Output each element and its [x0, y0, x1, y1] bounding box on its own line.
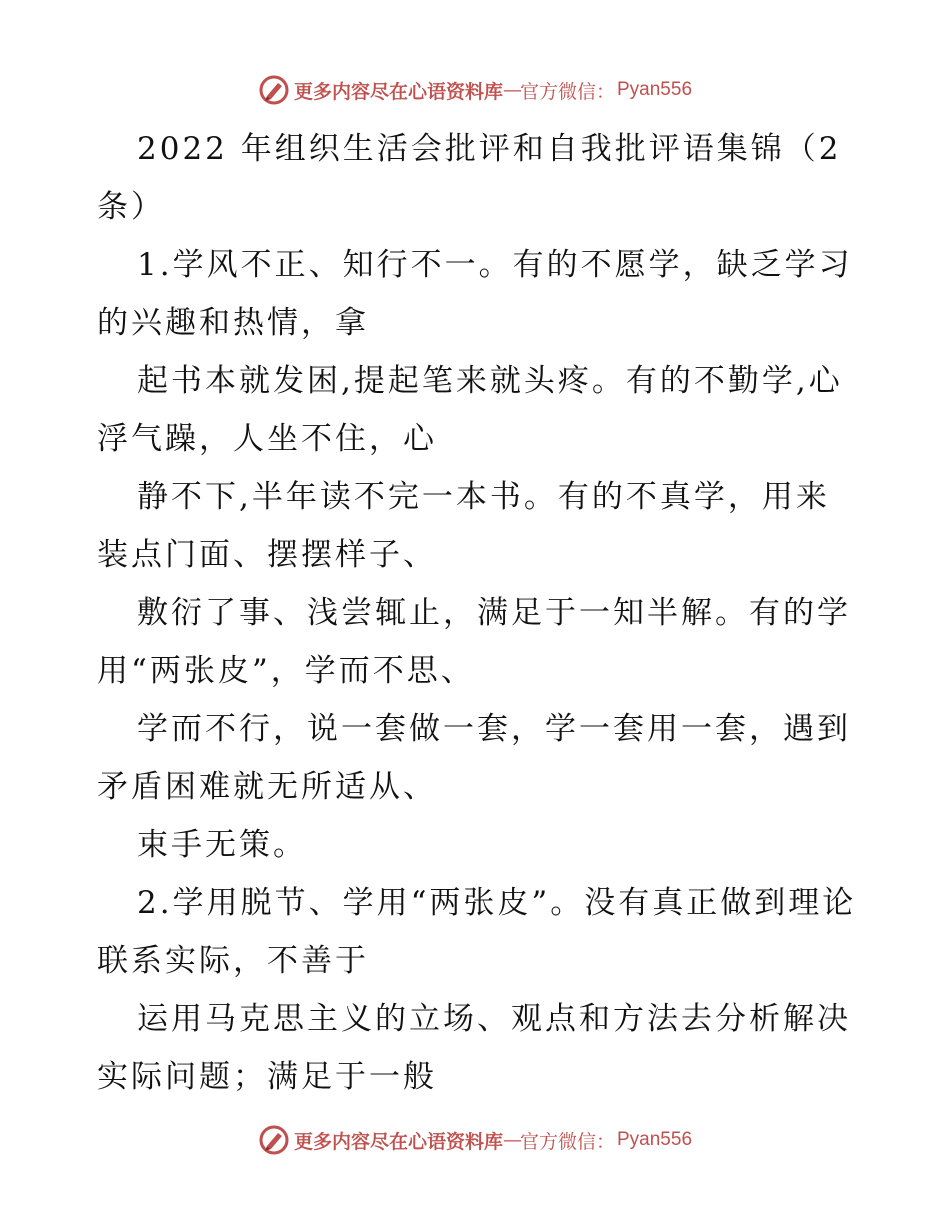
paragraph-line: 运用马克思主义的立场、观点和方法去分析解决实际问题；满足于一般	[97, 1001, 851, 1095]
pen-nib-logo-icon	[258, 1124, 290, 1156]
document-body	[97, 120, 857, 1106]
banner-wechat-id: Pyan556	[617, 1129, 693, 1150]
paragraph-line: 起书本就发困,提起笔来就头疼。有的不勤学,心浮气躁，人坐不住，心	[97, 363, 843, 457]
paragraph-line: 1.学风不正、知行不一。有的不愿学，缺乏学习的兴趣和热情，拿	[97, 247, 853, 341]
footer-banner	[0, 1120, 950, 1160]
banner-official-label: 官方微信：	[519, 1130, 615, 1153]
paragraph-line: 静不下,半年读不完一本书。有的不真学，用来装点门面、摆摆样子、	[97, 479, 830, 573]
paragraph-line: 学而不行，说一套做一套，学一套用一套，遇到矛盾困难就无所适从、	[97, 711, 851, 805]
paragraph-line: 敷衍了事、浅尝辄止，满足于一知半解。有的学用“两张皮”，学而不思、	[97, 595, 851, 689]
banner-official-label: 官方微信：	[519, 80, 615, 103]
paragraph-line: 2.学用脱节、学用“两张皮”。没有真正做到理论联系实际，不善于	[97, 885, 857, 979]
header-banner	[0, 70, 950, 110]
document-title: 2022 年组织生活会批评和自我批评语集锦（2 条）	[97, 131, 842, 225]
banner-wechat-id: Pyan556	[617, 79, 693, 100]
banner-text: 更多内容尽在心语资料库	[293, 80, 503, 103]
banner-dash: —	[502, 79, 520, 101]
pen-nib-logo-icon	[258, 74, 290, 106]
banner-dash: —	[502, 1129, 520, 1151]
banner-text: 更多内容尽在心语资料库	[293, 1130, 503, 1153]
paragraph-line: 束手无策。	[137, 827, 307, 863]
